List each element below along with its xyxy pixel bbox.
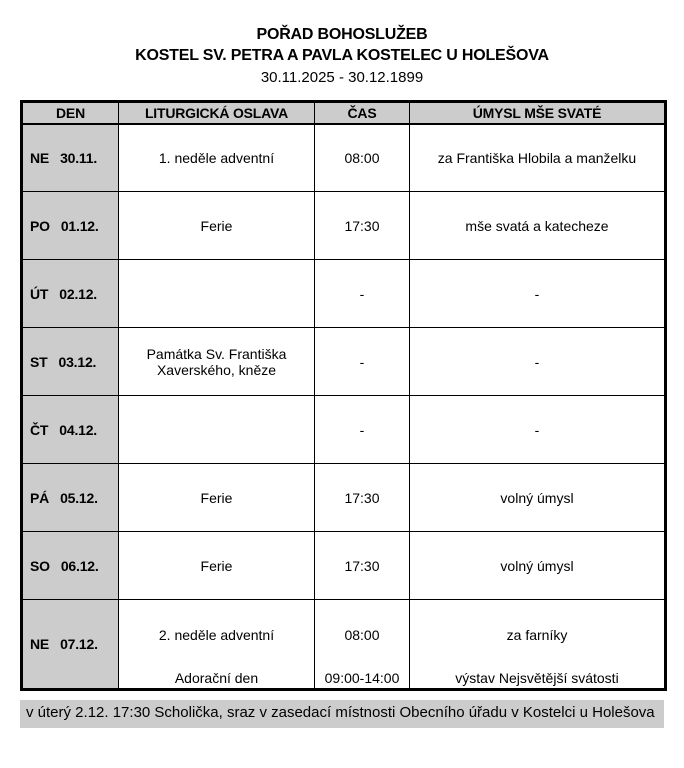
date-range: 30.11.2025 - 30.12.1899 bbox=[260, 69, 424, 86]
footer-note: v úterý 2.12. 17:30 Scholička, sraz v zasedací místnosti Obecního úřadu v Kostelci u Holešova bbox=[20, 700, 664, 728]
day-abbrev: ST bbox=[30, 353, 48, 370]
day-cell bbox=[22, 600, 119, 690]
page-title: POŘAD BOHOSLUŽEB bbox=[256, 26, 428, 43]
intention-cell: - bbox=[410, 396, 666, 464]
celebration-cell bbox=[119, 600, 315, 690]
celebration-cell bbox=[119, 260, 315, 328]
day-abbrev: SO bbox=[30, 557, 50, 574]
day-abbrev: ÚT bbox=[30, 285, 49, 302]
day-cell bbox=[22, 260, 119, 328]
time-cell: 17:30 bbox=[315, 532, 410, 600]
day-abbrev: PÁ bbox=[30, 489, 50, 506]
time-line1: 08:00 bbox=[344, 627, 380, 643]
table-row bbox=[22, 124, 666, 192]
day-abbrev: ČT bbox=[30, 421, 49, 438]
time-cell: - bbox=[315, 260, 410, 328]
column-header-cas: ČAS bbox=[315, 102, 410, 124]
day-abbrev: NE bbox=[30, 636, 50, 652]
day-date: 01.12. bbox=[60, 217, 99, 234]
time-cell: 17:30 bbox=[315, 192, 410, 260]
celebration-line2: Adorační den bbox=[174, 670, 259, 686]
time-cell: - bbox=[315, 396, 410, 464]
intention-cell: - bbox=[410, 328, 666, 396]
time-cell bbox=[315, 600, 410, 690]
celebration-cell: 1. neděle adventní bbox=[119, 124, 315, 192]
time-line2: 09:00-14:00 bbox=[324, 670, 400, 686]
time-cell: 08:00 bbox=[315, 124, 410, 192]
day-cell bbox=[22, 532, 119, 600]
day-date: 02.12. bbox=[59, 285, 97, 302]
column-header-umysl: ÚMYSL MŠE SVATÉ bbox=[410, 102, 666, 124]
day-date: 04.12. bbox=[59, 421, 97, 438]
table-header-row bbox=[22, 102, 666, 124]
celebration-cell: Památka Sv. Františka Xaverského, kněze bbox=[119, 328, 315, 396]
table-row bbox=[22, 532, 666, 600]
day-date: 05.12. bbox=[60, 489, 98, 506]
intention-cell: za Františka Hlobila a manželku bbox=[410, 124, 666, 192]
table-row bbox=[22, 464, 666, 532]
day-date: 03.12. bbox=[58, 353, 97, 370]
table-row bbox=[22, 260, 666, 328]
document-header bbox=[0, 0, 684, 88]
intention-line2: výstav Nejsvětější svátosti bbox=[455, 670, 619, 686]
table-row bbox=[22, 192, 666, 260]
intention-cell: - bbox=[410, 260, 666, 328]
day-cell bbox=[22, 124, 119, 192]
day-cell bbox=[22, 328, 119, 396]
day-date: 07.12. bbox=[60, 636, 98, 652]
day-date: 30.11. bbox=[60, 149, 98, 166]
celebration-cell bbox=[119, 396, 315, 464]
page-subtitle: KOSTEL SV. PETRA A PAVLA KOSTELEC U HOLEŠOVA bbox=[135, 47, 549, 64]
intention-cell bbox=[410, 600, 666, 690]
time-cell: 17:30 bbox=[315, 464, 410, 532]
day-cell bbox=[22, 396, 119, 464]
intention-cell: volný úmysl bbox=[410, 464, 666, 532]
celebration-cell: Ferie bbox=[119, 464, 315, 532]
table-row bbox=[22, 600, 666, 690]
day-cell bbox=[22, 192, 119, 260]
celebration-line1: 2. neděle adventní bbox=[158, 627, 275, 643]
celebration-cell: Ferie bbox=[119, 532, 315, 600]
day-abbrev: PO bbox=[30, 217, 50, 234]
column-header-oslava: LITURGICKÁ OSLAVA bbox=[119, 102, 315, 124]
time-cell: - bbox=[315, 328, 410, 396]
table-row bbox=[22, 328, 666, 396]
intention-cell: volný úmysl bbox=[410, 532, 666, 600]
intention-line1: za farníky bbox=[506, 627, 568, 643]
celebration-cell: Ferie bbox=[119, 192, 315, 260]
day-cell bbox=[22, 464, 119, 532]
intention-cell: mše svatá a katecheze bbox=[410, 192, 666, 260]
day-date: 06.12. bbox=[60, 557, 99, 574]
schedule-table bbox=[20, 100, 667, 691]
day-abbrev: NE bbox=[30, 149, 50, 166]
column-header-den: DEN bbox=[22, 102, 119, 124]
table-row bbox=[22, 396, 666, 464]
